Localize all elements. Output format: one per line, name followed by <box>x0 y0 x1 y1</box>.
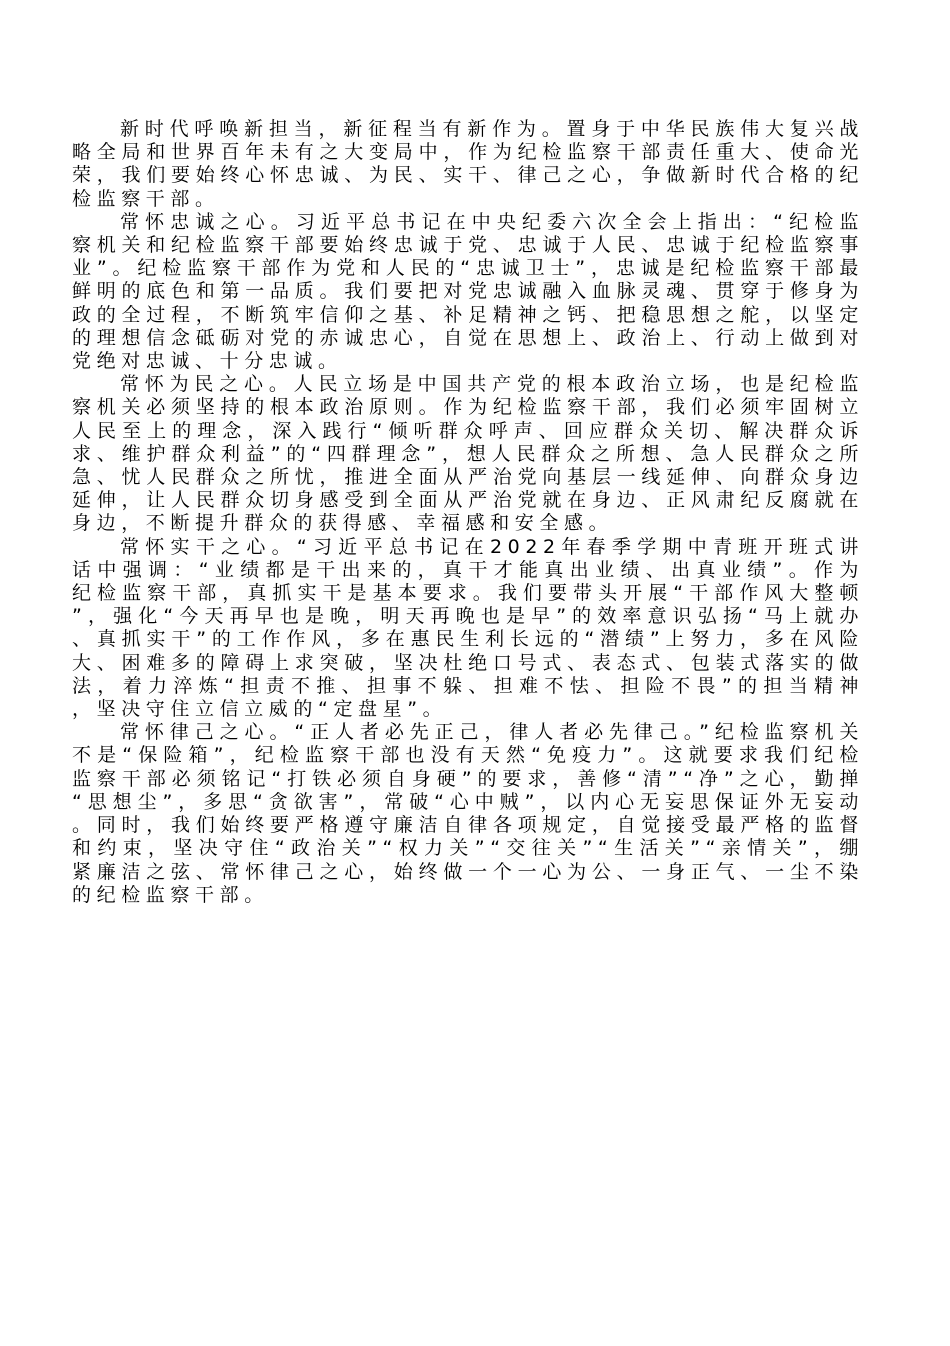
paragraph-people: 常怀为民之心。人民立场是中国共产党的根本政治立场，也是纪检监察机关必须坚持的根本政治原则。作为纪检监察干部，我们必须牢固树立人民至上的理念，深入践行“倾听群众呼声、回应群众关切、解决群众诉求、维护群众利益”的“四群理念”，想人民群众之所想、急人民群众之所急、忧人民群众之所忧，推进全面从严治党向基层一线延伸、向群众身边延伸，让人民群众切身感受到全面从严治党就在身边、正风肃纪反腐就在身边，不断提升群众的获得感、幸福感和安全感。 <box>72 373 864 535</box>
paragraph-hard-work: 常怀实干之心。“习近平总书记在2022年春季学期中青班开班式讲话中强调：“业绩都是干出来的，真干才能真出业绩、出真业绩”。作为纪检监察干部，真抓实干是基本要求。我们要带头开展“干部作风大整顿”，强化“今天再早也是晚，明天再晚也是早”的效率意识弘扬“马上就办、真抓实干”的工作作风，多在惠民生利长远的“潜绩”上努力，多在风险大、困难多的障碍上求突破，坚决杜绝口号式、表态式、包装式落实的做法，着力淬炼“担责不推、担事不躲、担难不怯、担险不畏”的担当精神，坚决守住立信立威的“定盘星”。 <box>72 535 864 721</box>
article-body <box>72 118 864 907</box>
paragraph-self-discipline: 常怀律己之心。“正人者必先正己，律人者必先律己。”纪检监察机关不是“保险箱”，纪检监察干部也没有天然“免疫力”。这就要求我们纪检监察干部必须铭记“打铁必须自身硬”的要求，善修“清”“净”之心，勤掸“思想尘”，多思“贪欲害”，常破“心中贼”，以内心无妄思保证外无妄动。同时，我们始终要严格遵守廉洁自律各项规定，自觉接受最严格的监督和约束，坚决守住“政治关”“权力关”“交往关”“生活关”“亲情关”，绷紧廉洁之弦、常怀律己之心，始终做一个一心为公、一身正气、一尘不染的纪检监察干部。 <box>72 721 864 906</box>
paragraph-loyalty: 常怀忠诚之心。习近平总书记在中央纪委六次全会上指出：“纪检监察机关和纪检监察干部要始终忠诚于党、忠诚于人民、忠诚于纪检监察事业”。纪检监察干部作为党和人民的“忠诚卫士”，忠诚是纪检监察干部最鲜明的底色和第一品质。我们要把对党忠诚融入血脉灵魂、贯穿于修身为政的全过程，不断筑牢信仰之基、补足精神之钙、把稳思想之舵，以坚定的理想信念砥砺对党的赤诚忠心，自觉在思想上、政治上、行动上做到对党绝对忠诚、十分忠诚。 <box>72 210 864 373</box>
paragraph-intro: 新时代呼唤新担当，新征程当有新作为。置身于中华民族伟大复兴战略全局和世界百年未有之大变局中，作为纪检监察干部责任重大、使命光荣，我们要始终心怀忠诚、为民、实干、律己之心，争做新时代合格的纪检监察干部。 <box>72 118 864 210</box>
